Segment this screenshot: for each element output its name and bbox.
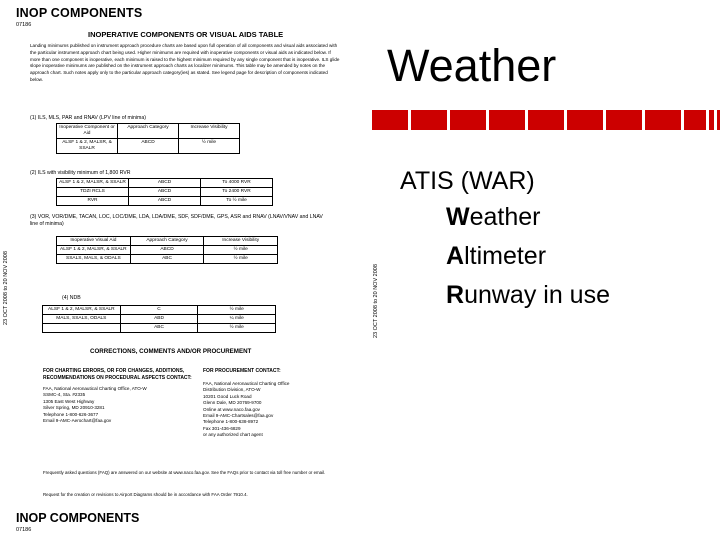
slide-title: Weather — [387, 40, 557, 91]
procurement-contact — [203, 368, 343, 439]
table-cell: MALS, SSALS, ODALS — [43, 315, 121, 323]
bullet-atis: ATIS (WAR) — [400, 167, 535, 195]
contact-line: Glenn Dale, MD 20769-9700 — [203, 400, 262, 406]
table-cell: To 2400 RVR — [222, 189, 251, 194]
table-cell: TDZI RCLS — [57, 188, 129, 196]
bar-segment — [606, 110, 642, 130]
table-header-cell: Approach Category — [131, 237, 205, 245]
table-cell: ALSF 1 & 2, MALSR, & SSALR — [57, 179, 129, 187]
table-title: INOPERATIVE COMPONENTS OR VISUAL AIDS TABLE — [88, 30, 284, 39]
table-cell: ABCD — [129, 197, 201, 205]
sub-item-runway — [446, 281, 610, 310]
bar-segment — [709, 110, 714, 130]
corrections-title: CORRECTIONS, COMMENTS AND/OR PROCUREMENT — [90, 348, 252, 355]
table-cell: ALSF 1 & 2, MALSR, & SSALR — [57, 246, 131, 254]
bar-segment — [489, 110, 525, 130]
table-cell: ABCD — [129, 188, 201, 196]
sub-item-altimeter — [446, 242, 546, 271]
table-cell: SSALS, MALS, & ODALS — [57, 255, 131, 263]
bar-segment — [450, 110, 486, 130]
contact-line: or any authorized chart agent — [203, 432, 263, 438]
intro-paragraph: Landing minimums published on instrument approach procedure charts are based upon full operation of all components and visual aids associated with the particular instrument approach chart being used. Higher minimums are required with inoperative components or visual aids as indicated below. If more than one component is inoperative, each minimum is raised to the highest minimum required by any single component that is inoperative. ILS glide slope inoperative minimums are published on the instrument approach charts as localizer minimums. This table may be amended by notes on the approach chart. Such notes apply only to the particular approach category(ies) as stated. See legend page for description of components indicated below. — [30, 43, 340, 82]
effective-date-right: 23 OCT 2008 to 20 NOV 2008 — [373, 264, 379, 338]
table-cell: ABCD — [129, 179, 201, 187]
table-2 — [56, 178, 273, 206]
table-header-cell: Increase Visibility — [190, 125, 228, 130]
contact-line: Silver Spring, MD 20910-3281 — [43, 405, 105, 411]
title-underline-bar — [372, 110, 720, 130]
table-1 — [56, 123, 240, 154]
section-1-label: (1) ILS, MLS, PAR and RNAV (LPV line of minima) — [30, 115, 146, 121]
sub-item-initial: R — [446, 281, 465, 309]
table-cell: ½ mile — [233, 256, 248, 261]
effective-date-left: 23 OCT 2008 to 20 NOV 2008 — [3, 251, 9, 325]
contact-line: Email 9-AMC-Aerochart@faa.gov — [43, 418, 112, 424]
sub-item-rest: eather — [469, 203, 541, 231]
request-note: Request for the creation or revisions to Airport Diagrams should be in accordance with FAA Order 7910.4. — [43, 492, 248, 497]
table-cell: ¼ mile — [229, 316, 244, 321]
sub-item-initial: W — [446, 203, 470, 231]
charting-errors-title: FOR CHARTING ERRORS, OR FOR CHANGES, ADDITIONS, RECOMMENDATIONS ON PROCEDURAL ASPECTS CONTACT: — [43, 368, 192, 381]
contact-line: Online at www.naco.faa.gov — [203, 406, 260, 412]
table-cell: ½ mile — [229, 325, 244, 330]
contact-line: 1305 East West Highway — [43, 398, 95, 404]
contact-line: FAA, National Aeronautical Charting Office, ATO-W — [43, 386, 147, 391]
table-cell: To ½ mile — [226, 198, 247, 203]
charting-errors-contact — [43, 368, 193, 424]
contact-line: SSMC-4, Sta. #2335 — [43, 392, 86, 398]
procurement-title: FOR PROCUREMENT CONTACT: — [203, 368, 281, 374]
bar-segment — [372, 110, 408, 130]
table-3 — [56, 236, 278, 264]
table-cell: ½ mile — [233, 247, 248, 252]
table-cell: ALSF 1 & 2, MALSR, & SSALR — [57, 139, 118, 153]
section-2-label: (2) ILS with visibility minimum of 1,800 RVR — [30, 170, 131, 176]
bar-segment — [567, 110, 603, 130]
table-cell: C — [121, 306, 199, 314]
document-code: 07186 — [16, 22, 32, 28]
contact-line: 10201 Good Luck Road — [203, 393, 252, 399]
contact-line: FAA, National Aeronautical Charting Office — [203, 381, 290, 386]
table-cell: ½ mile — [201, 140, 217, 145]
table-cell — [43, 324, 121, 332]
table-header-cell: Inoperative Component or Aid — [57, 124, 118, 138]
document-footer-header: INOP COMPONENTS — [16, 511, 140, 525]
contact-line: Distribution Division, ATO-W — [203, 387, 261, 393]
document-header: INOP COMPONENTS — [16, 6, 143, 20]
table-cell: RVR — [57, 197, 129, 205]
table-header-cell: Approach Category — [118, 124, 179, 138]
sub-item-rest: ltimeter — [464, 242, 547, 270]
table-cell: ½ mile — [229, 307, 244, 312]
contact-line: Telephone 1-800-638-8972 — [203, 419, 259, 425]
section-3-label: (3) VOR, VOR/DME, TACAN, LOC, LOC/DME, LDA, LDA/DME, SDF, SDF/DME, GPS, ASR and RNAV (LNAV/VNAV and LNAV line of minima) — [30, 214, 323, 227]
table-cell: ABCD — [118, 139, 179, 153]
table-cell: ALSF 1 & 2, MALSR, & SSALR — [43, 306, 121, 314]
bar-segment — [411, 110, 447, 130]
sub-item-initial: A — [446, 242, 465, 270]
table-header-cell: Increase Visibility — [222, 238, 260, 243]
table-header-cell: Inoperative Visual Aid — [57, 237, 131, 245]
contact-line: Telephone 1-800-626-3677 — [43, 411, 99, 417]
table-cell: ABCD — [131, 246, 205, 254]
table-cell: ABC — [121, 324, 199, 332]
table-4 — [42, 305, 276, 333]
bar-segment — [528, 110, 564, 130]
section-4-label: (4) NDB — [62, 295, 81, 301]
bar-segment — [684, 110, 706, 130]
contact-line: Fax 301-436-6829 — [203, 425, 241, 431]
table-cell: ABC — [131, 255, 205, 263]
table-cell: To 4000 RVR — [222, 180, 251, 185]
sub-item-rest: unway in use — [464, 281, 610, 309]
sub-item-weather — [446, 203, 541, 232]
faq-note: Frequently asked questions (FAQ) are answered on our website at www.naco.faa.gov. See the FAQs prior to contact via toll free number or email. — [43, 470, 326, 475]
document-footer-code: 07186 — [16, 527, 32, 533]
bar-segment — [645, 110, 681, 130]
table-cell: ABD — [121, 315, 199, 323]
contact-line: Email 9-AMC-Chartsales@faa.gov — [203, 413, 274, 419]
